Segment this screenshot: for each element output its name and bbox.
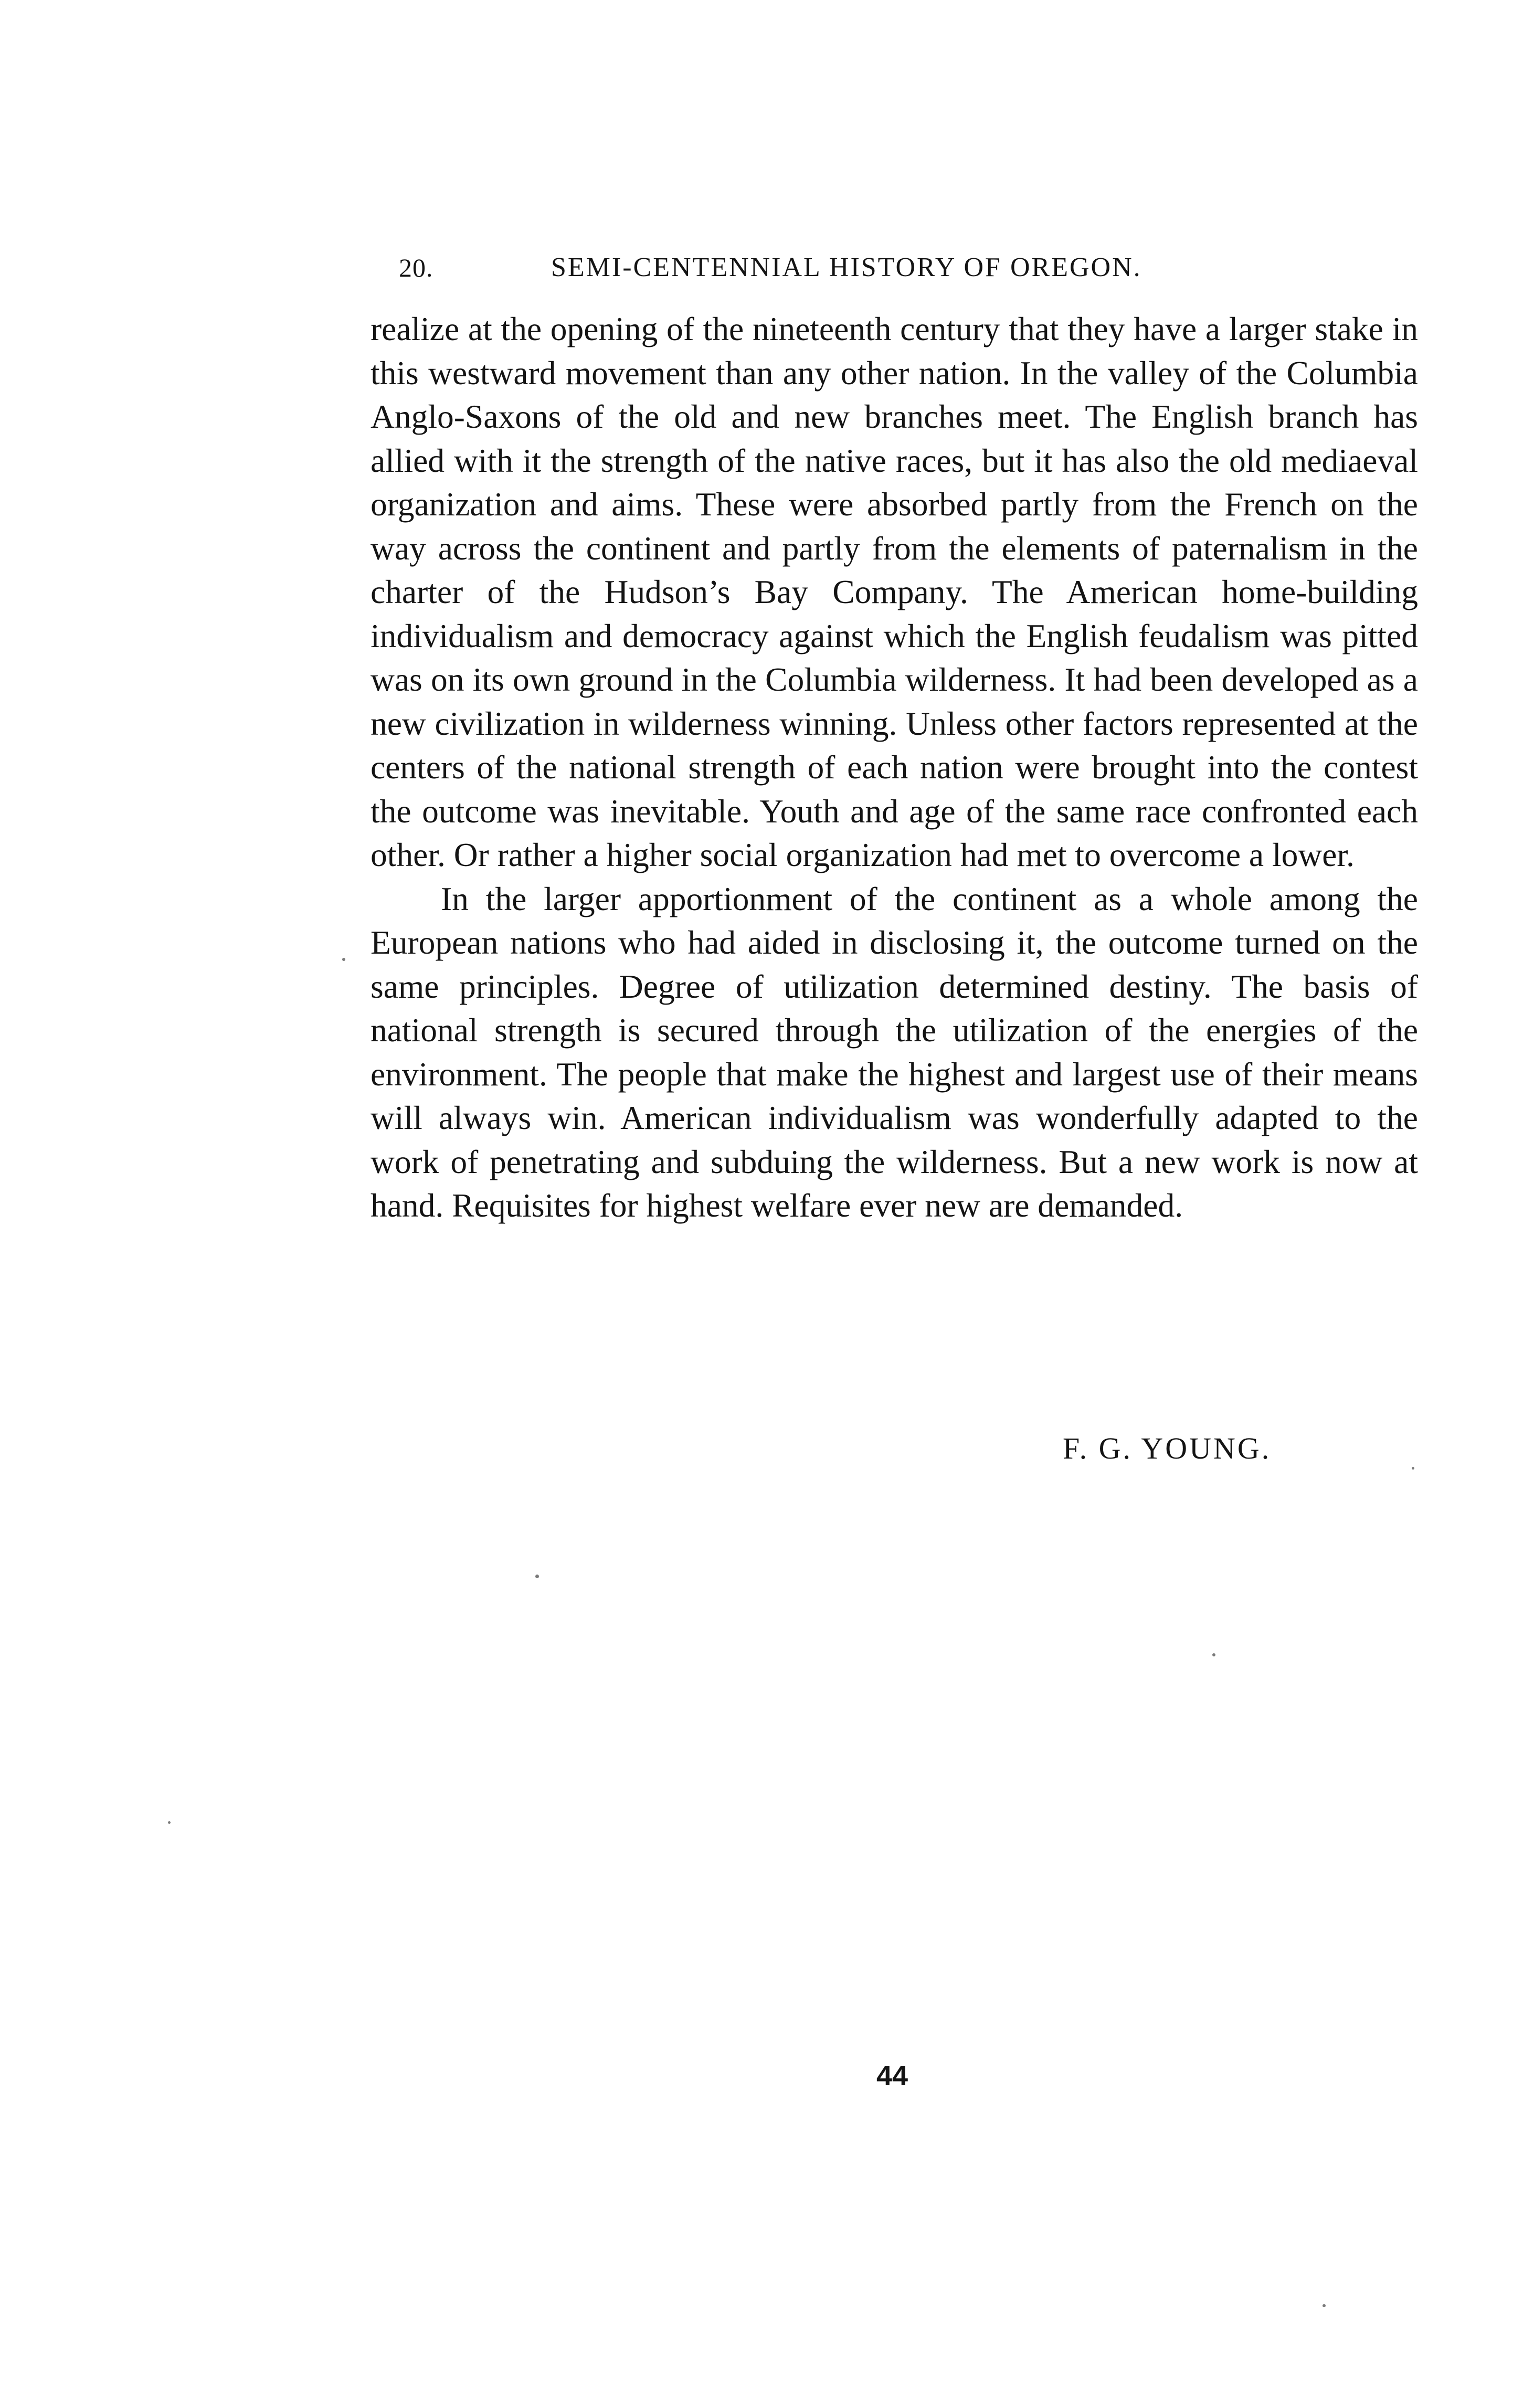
folio-number: 44	[876, 2060, 908, 2092]
scan-speck	[535, 1575, 539, 1578]
page-number: 20.	[399, 253, 433, 282]
scan-speck	[168, 1821, 171, 1824]
paragraph-1: realize at the opening of the nineteenth century that they have a larger stake in this westward movement than any other nation. In the valley of the Columbia Anglo-Saxons of the old and new branches meet. The English branch has allied with it the strength of the native races, but it has also the old mediaeval organization and aims. These were absorbed partly from the French on the way across the continent and partly from the elements of paternalism in the charter of the Hudson’s Bay Company. The American home-building individualism and democracy against which the English feudalism was pitted was on its own ground in the Columbia wilderness. It had been developed as a new civilization in wilderness winning. Unless other factors represented at the centers of the national strength of each nation were brought into the contest the outcome was inevitable. Youth and age of the same race confronted each other. Or rather a higher social organization had met to overcome a lower.	[371, 310, 1418, 873]
scan-speck	[1412, 1467, 1414, 1470]
scan-speck	[1323, 2304, 1326, 2307]
running-head	[399, 247, 1302, 289]
scan-speck	[342, 958, 345, 961]
scan-speck	[1212, 1653, 1215, 1656]
body-text	[371, 307, 1418, 1228]
paragraph-2: In the larger apportionment of the continent as a whole among the European nations who had aided in disclosing it, the outcome turned on the same principles. Degree of utilization determined destiny. The basis of national strength is secured through the utilization of the energies of the environment. The people that make the highest and largest use of their means will always win. American individualism was wonderfully adapted to the work of penetrating and subduing the wilderness. But a new work is now at hand. Requisites for highest welfare ever new are demanded.	[371, 880, 1418, 1224]
running-title: SEMI-CENTENNIAL HISTORY OF OREGON.	[551, 252, 1142, 282]
author-signature: F. G. YOUNG.	[1063, 1431, 1272, 1465]
